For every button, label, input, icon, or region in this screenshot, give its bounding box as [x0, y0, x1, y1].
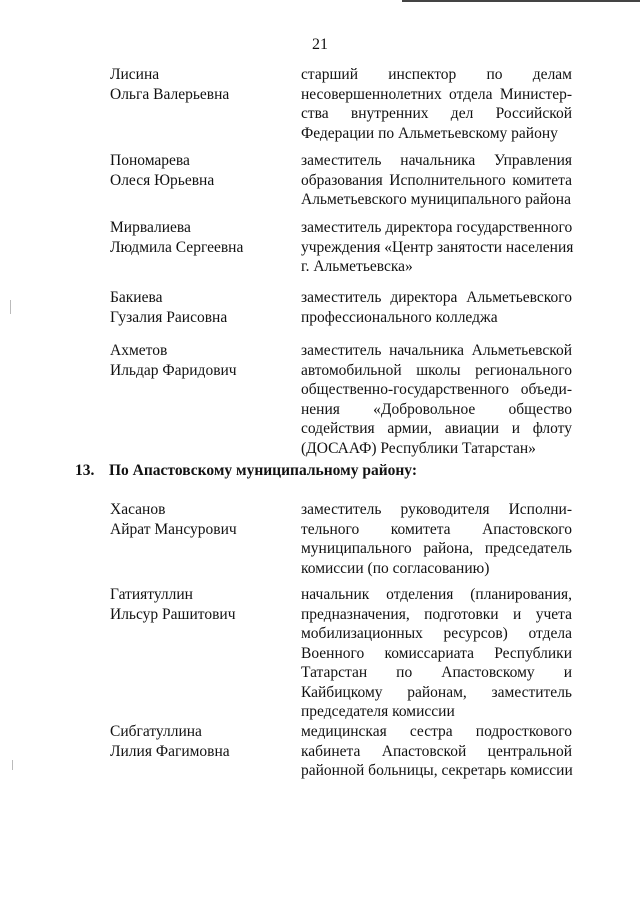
surname: Пономарева	[110, 152, 190, 169]
member-position	[301, 722, 572, 781]
position-line: председателя комиссии	[301, 703, 455, 720]
member-name	[110, 218, 290, 257]
position-line: общественно-государственного объеди-	[301, 381, 572, 398]
member-name	[110, 585, 290, 624]
position-line: заместитель начальника Альметьевской	[301, 342, 572, 359]
position-line: (ДОСААФ) Республики Татарстан»	[301, 439, 536, 457]
member-position	[301, 500, 572, 578]
member-name	[110, 65, 290, 104]
member-name	[110, 500, 290, 539]
section-title: По Апастовскому муниципальному району:	[109, 462, 418, 479]
scan-edge-line	[402, 0, 640, 2]
position-line: несовершеннолетних отдела Министер-	[301, 85, 572, 103]
member-name	[110, 151, 290, 190]
position-line: районной больницы, секретарь комиссии	[301, 762, 573, 779]
position-line: учреждения «Центр занятости населения	[301, 238, 574, 256]
member-position	[301, 585, 572, 722]
member-position	[301, 288, 572, 327]
member-position	[301, 218, 572, 277]
scan-speck	[12, 760, 13, 770]
member-name	[110, 288, 290, 327]
section-number: 13.	[75, 462, 95, 479]
position-line: муниципального района, председатель	[301, 540, 572, 557]
given-names: Олеся Юрьевна	[110, 171, 215, 189]
position-line: заместитель директора государственного	[301, 219, 573, 236]
scan-speck	[10, 300, 11, 314]
surname: Ахметов	[110, 342, 168, 359]
position-line: Кайбицкому районам, заместитель	[301, 683, 572, 701]
surname: Мирвалиева	[110, 219, 191, 236]
position-line: Татарстан по Апастовскому и	[301, 664, 572, 681]
given-names: Людмила Сергеевна	[110, 238, 244, 256]
position-line: Альметьевского муниципального района	[301, 191, 571, 208]
position-line: комиссии (по согласованию)	[301, 559, 490, 577]
section-heading	[75, 461, 417, 481]
member-name	[110, 722, 290, 761]
position-line: Федерации по Альметьевскому району	[301, 124, 558, 142]
given-names: Лилия Фагимовна	[110, 742, 230, 760]
position-line: г. Альметьевска»	[301, 258, 413, 275]
position-line: заместитель руководителя Исполни-	[301, 501, 572, 518]
given-names: Ильдар Фаридович	[110, 361, 237, 379]
position-line: заместитель начальника Управления	[301, 152, 572, 169]
position-line: медицинская сестра подросткового	[301, 723, 572, 740]
position-line: старший инспектор по делам	[301, 66, 572, 83]
given-names: Айрат Мансурович	[110, 520, 237, 538]
given-names: Ольга Валерьевна	[110, 85, 230, 103]
position-line: профессионального колледжа	[301, 308, 498, 326]
given-names: Ильсур Рашитович	[110, 605, 236, 623]
position-line: начальник отделения (планирования,	[301, 586, 572, 603]
surname: Лисина	[110, 66, 160, 83]
position-line: содействия армии, авиации и флоту	[301, 420, 572, 437]
member-name	[110, 341, 290, 380]
position-line: Военного комиссариата Республики	[301, 644, 572, 662]
given-names: Гузалия Раисовна	[110, 308, 228, 326]
position-line: ства внутренних дел Российской	[301, 105, 572, 122]
member-position	[301, 151, 572, 210]
position-line: мобилизационных ресурсов) отдела	[301, 625, 572, 642]
position-line: автомобильной школы регионального	[301, 361, 572, 379]
position-line: заместитель директора Альметьевского	[301, 289, 572, 306]
surname: Сибгатуллина	[110, 723, 202, 740]
surname: Гатиятуллин	[110, 586, 193, 603]
position-line: образования Исполнительного комитета	[301, 171, 572, 189]
member-position	[301, 65, 572, 143]
member-position	[301, 341, 572, 458]
page-number: 21	[312, 36, 328, 53]
position-line: тельного комитета Апастовского	[301, 520, 572, 538]
position-line: кабинета Апастовской центральной	[301, 742, 572, 760]
position-line: предназначения, подготовки и учета	[301, 605, 572, 623]
position-line: нения «Добровольное общество	[301, 400, 572, 418]
surname: Бакиева	[110, 289, 163, 306]
surname: Хасанов	[110, 501, 166, 518]
